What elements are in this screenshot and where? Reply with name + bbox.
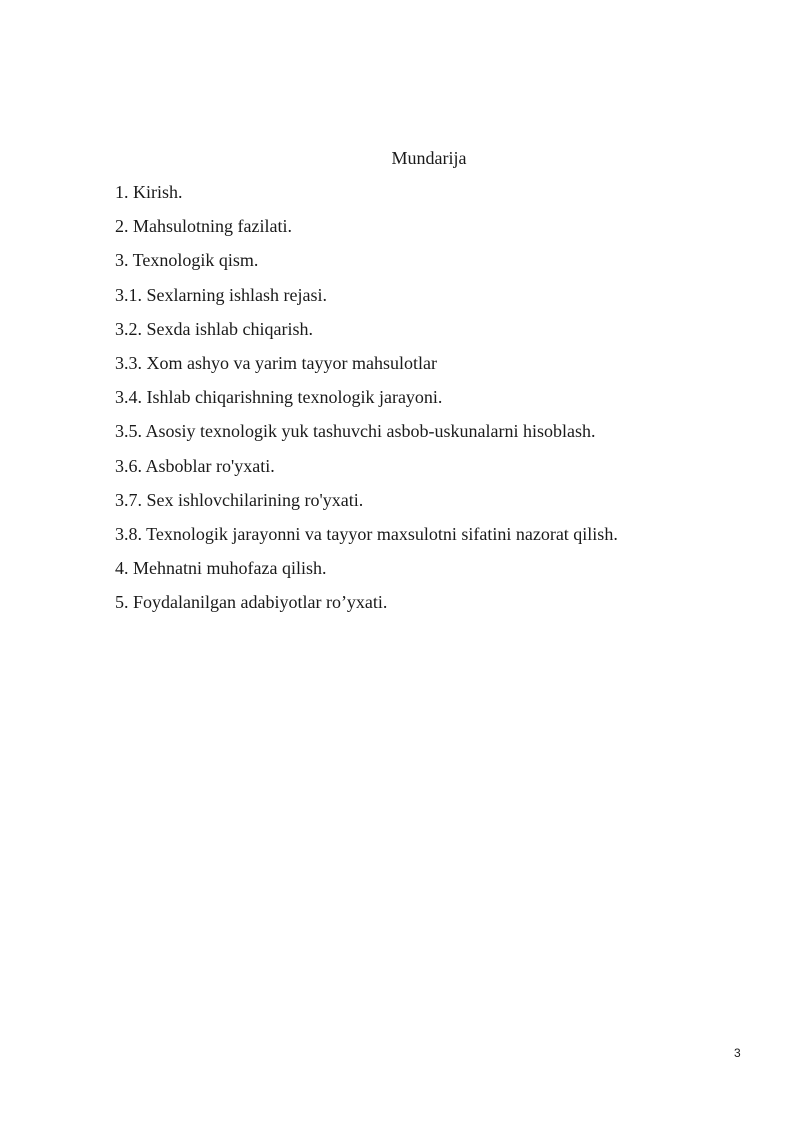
toc-entry: 2. Mahsulotning fazilati. — [115, 216, 292, 237]
table-of-contents — [115, 180, 618, 624]
toc-entry: 3.2. Sexda ishlab chiqarish. — [115, 318, 313, 339]
page-number: 3 — [734, 1046, 741, 1060]
toc-entry: 3.5. Asosiy texnologik yuk tashuvchi asbob-uskunalarni hisoblash. — [115, 421, 596, 442]
toc-entry: 3. Texnologik qism. — [115, 250, 259, 271]
toc-entry: 3.8. Texnologik jarayonni va tayyor maxsulotni sifatini nazorat qilish. — [115, 523, 618, 544]
toc-entry: 1. Kirish. — [115, 182, 183, 202]
toc-entry: 3.1. Sexlarning ishlash rejasi. — [115, 284, 327, 305]
toc-entry: 3.4. Ishlab chiqarishning texnologik jarayoni. — [115, 387, 443, 408]
toc-entry: 3.6. Asboblar ro'yxati. — [115, 455, 275, 476]
toc-entry: 3.3. Xom ashyo va yarim tayyor mahsulotlar — [115, 352, 437, 373]
toc-entry: 4. Mehnatni muhofaza qilish. — [115, 558, 327, 579]
page-title: Mundarija — [391, 148, 467, 168]
toc-entry: 5. Foydalanilgan adabiyotlar ro’yxati. — [115, 592, 388, 613]
toc-entry: 3.7. Sex ishlovchilarining ro'yxati. — [115, 489, 364, 510]
